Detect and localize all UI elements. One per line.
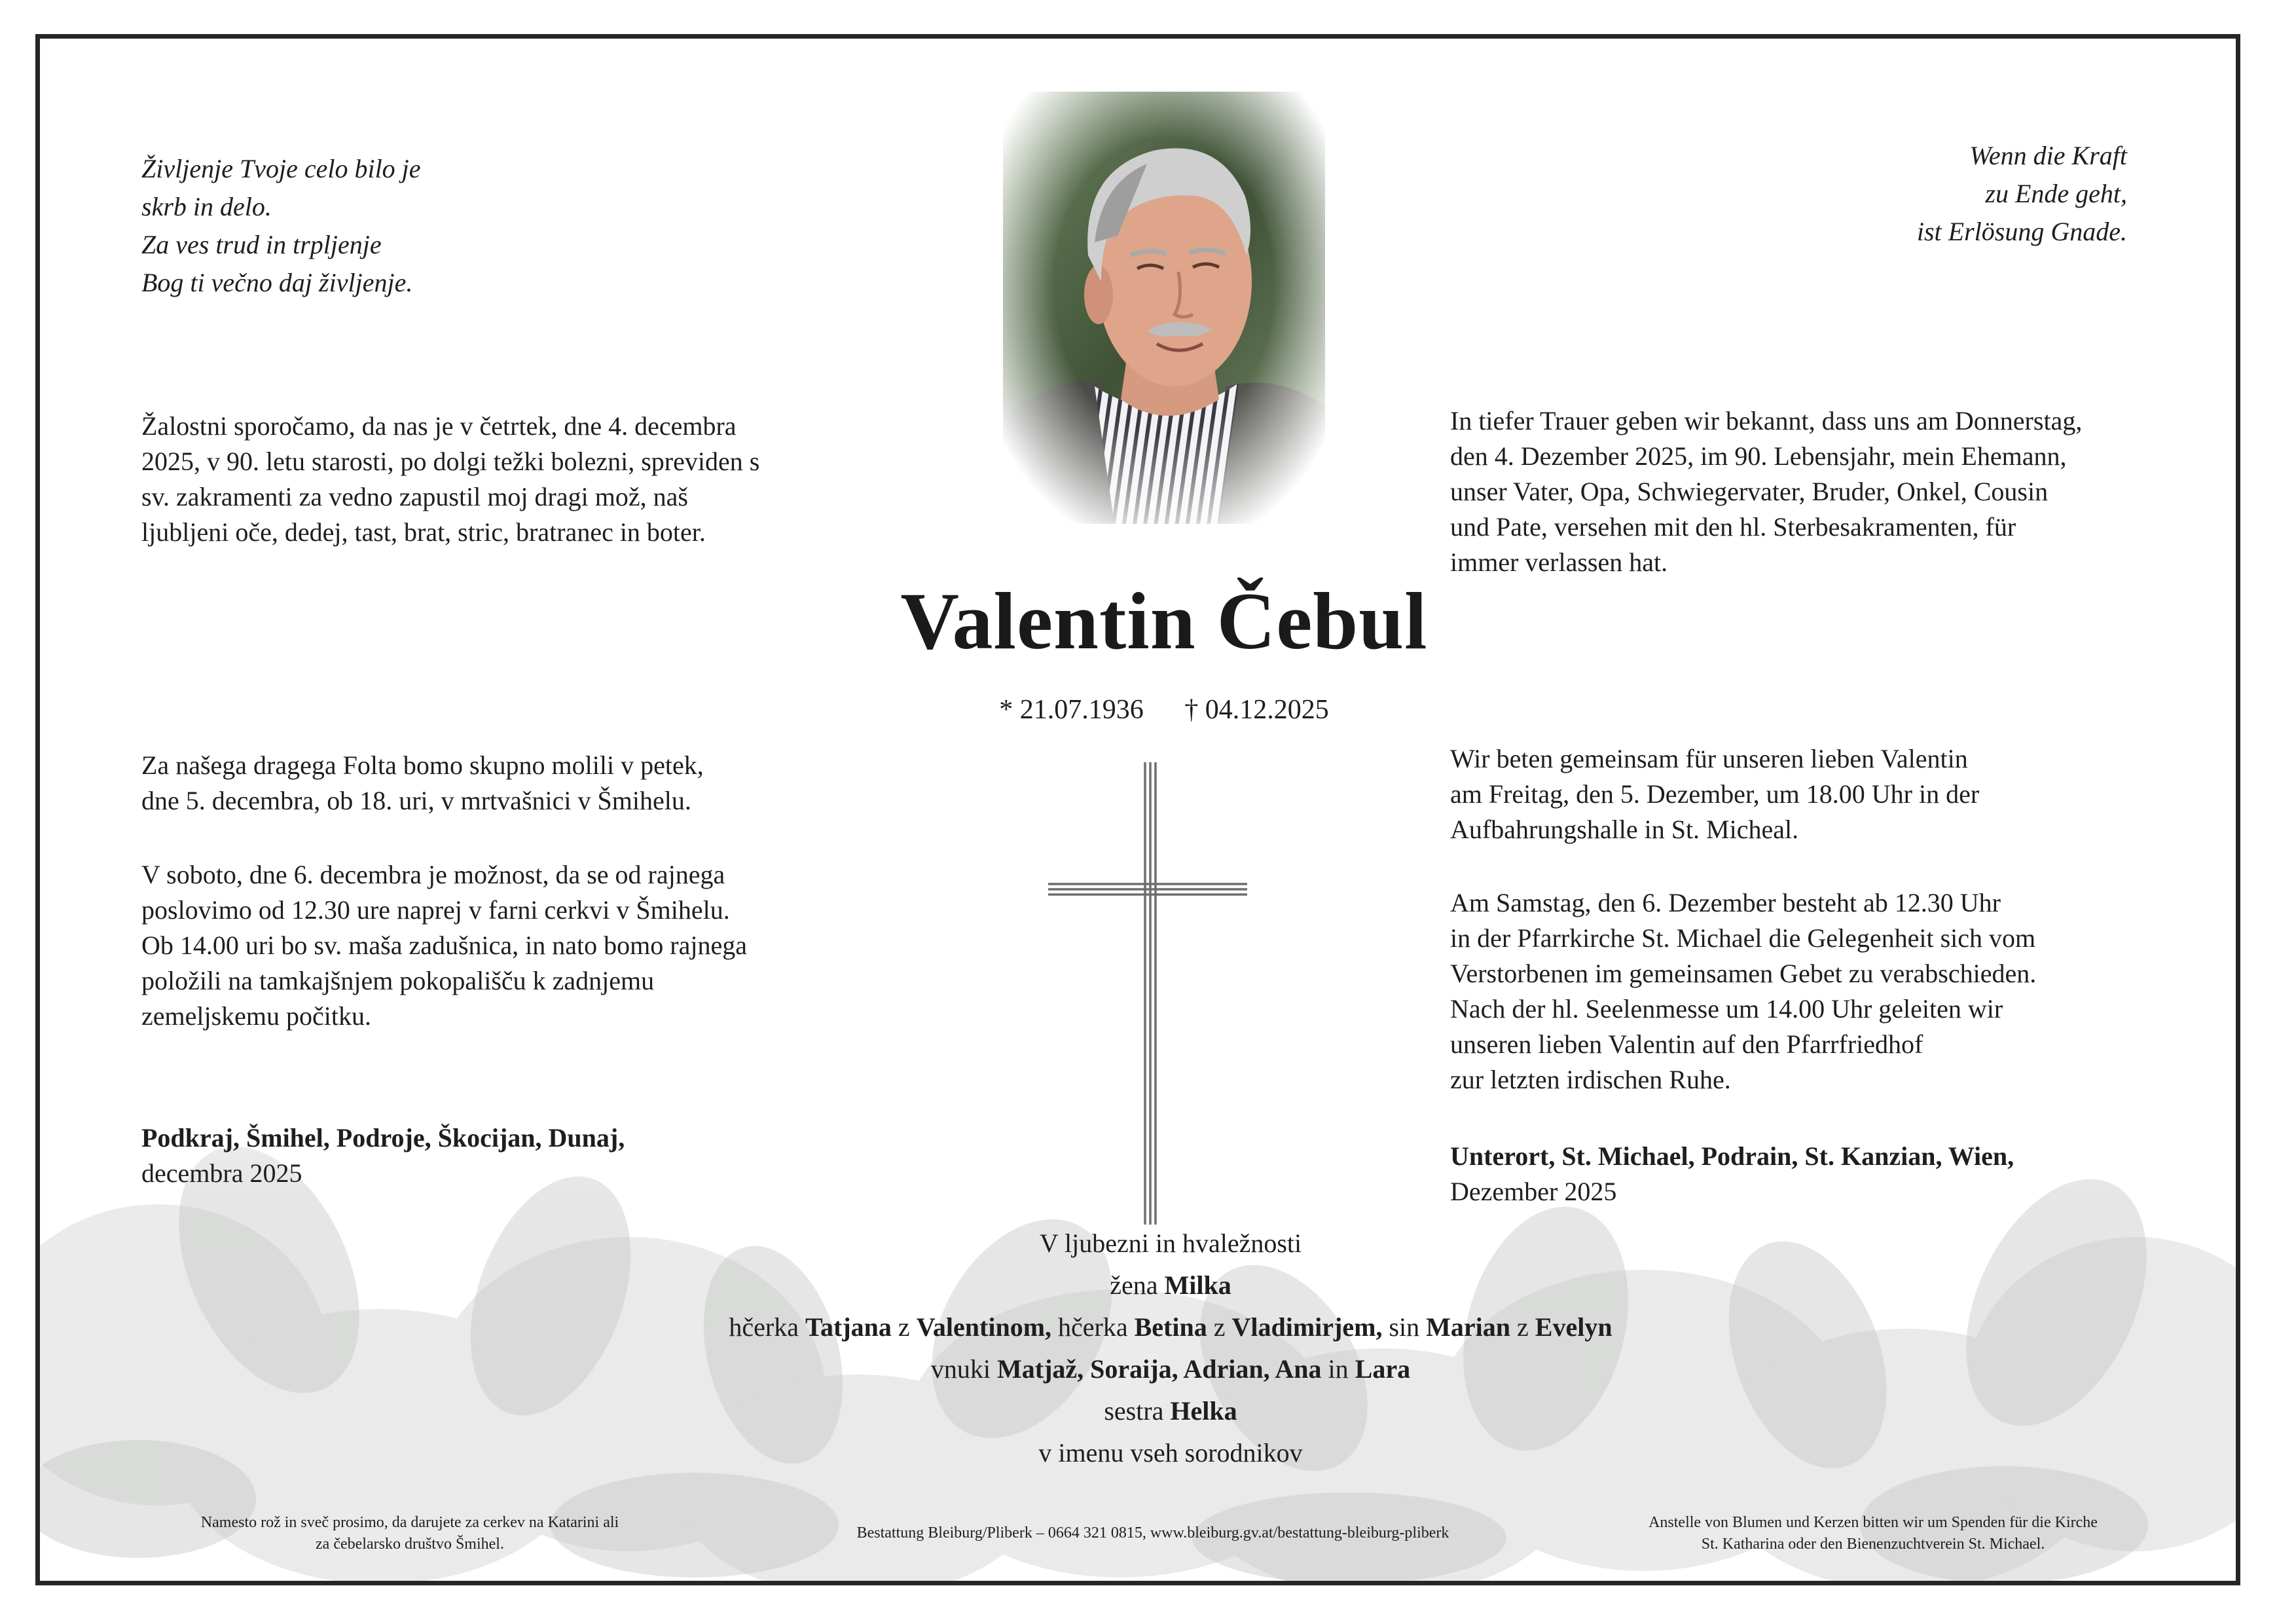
daughter1-partner: Valentinom, [916,1312,1052,1342]
announcement-de-line: unser Vater, Opa, Schwiegervater, Bruder, Onkel, Cousin [1450,477,2049,506]
funeral-sl-line: V soboto, dne 6. decembra je možnost, da se od rajnega [141,860,725,889]
date-de: Dezember 2025 [1450,1177,1617,1206]
prayer-sl-line: dne 5. decembra, ob 18. uri, v mrtvašnici v Šmihelu. [141,786,691,815]
son-partner: Evelyn [1535,1312,1613,1342]
announcement-de-line: immer verlassen hat. [1450,547,1668,577]
announcement-de-line: In tiefer Trauer geben wir bekannt, dass uns am Donnerstag, [1450,406,2083,435]
announcement-de-line: den 4. Dezember 2025, im 90. Lebensjahr, mein Ehemann, [1450,441,2067,471]
announcement-sl-line: ljubljeni oče, dedej, tast, brat, stric, bratranec in boter. [141,517,706,547]
footer-left-line: za čebelarsko društvo Šmihel. [316,1536,504,1553]
son-with: z [1517,1312,1529,1342]
daughter2-partner: Vladimirjem, [1231,1312,1383,1342]
grandchildren-and: in [1328,1354,1349,1384]
footer-right-line: Anstelle von Blumen und Kerzen bitten wir um Spenden für die Kirche [1649,1514,2098,1531]
deceased-name: Valentin Čebul [900,576,1428,666]
family-children [516,1306,1825,1348]
prayer-de-line: am Freitag, den 5. Dezember, um 18.00 Uhr in der [1450,779,1980,809]
son-name: Marian [1426,1312,1511,1342]
footer-center [747,1522,1559,1544]
daughter1-name: Tatjana [805,1312,892,1342]
poem-right-line: Wenn die Kraft [1969,141,2127,170]
daughter2-with: z [1213,1312,1226,1342]
family-grandchildren [516,1348,1825,1390]
life-dates [889,693,1439,726]
family-closing: v imenu vseh sorodnikov [1038,1438,1303,1467]
family-intro: V ljubezni in hvaležnosti [1039,1228,1302,1258]
son-label: sin [1389,1312,1420,1342]
prayer-de-line: Wir beten gemeinsam für unseren lieben Valentin [1450,744,1968,773]
announcement-slovenian [141,409,759,550]
funeral-service-contact: Bestattung Bleiburg/Pliberk – 0664 321 0815, www.bleiburg.gv.at/bestattung-bleiburg-pliberk [856,1524,1449,1541]
announcement-sl-line: sv. zakramenti za vedno zapustil moj dragi mož, naš [141,482,688,511]
footer-right [1552,1512,2194,1555]
funeral-de-line: zur letzten irdischen Ruhe. [1450,1065,1731,1094]
funeral-de-line: in der Pfarrkirche St. Michael die Gelegenheit sich vom [1450,923,2036,953]
grandchildren-last: Lara [1355,1354,1411,1384]
date-sl: decembra 2025 [141,1158,302,1188]
family-sister [516,1390,1825,1432]
sister-label: sestra [1104,1396,1164,1426]
funeral-de-line: Am Samstag, den 6. Dezember besteht ab 12.30 Uhr [1450,888,2001,917]
poem-left-line: Življenje Tvoje celo bilo je [141,154,421,183]
announcement-de-line: und Pate, versehen mit den hl. Sterbesakramenten, für [1450,512,2016,542]
funeral-sl-line: položili na tamkajšnjem pokopališču k zadnjemu [141,966,655,995]
footer-left [118,1512,701,1555]
poem-left-line: Za ves trud in trpljenje [141,230,382,259]
funeral-de-line: Verstorbenen im gemeinsamen Gebet zu verabschieden. [1450,959,2037,988]
poem-left [141,150,421,302]
poem-right-line: ist Erlösung Gnade. [1916,217,2127,246]
obituary-frame [35,34,2240,1585]
funeral-sl-line: poslovimo od 12.30 ure naprej v farni cerkvi v Šmihelu. [141,895,730,925]
places-sl: Podkraj, Šmihel, Podroje, Škocijan, Dunaj, [141,1123,625,1153]
family-wife [516,1264,1825,1306]
wife-label: žena [1110,1270,1158,1300]
wife-name: Milka [1164,1270,1231,1300]
cross-icon [1048,762,1258,1234]
signature-place-german [1450,1139,2014,1209]
funeral-slovenian [141,857,747,1034]
prayer-de-line: Aufbahrungshalle in St. Micheal. [1450,815,1799,844]
poem-left-line: skrb in delo. [141,192,272,221]
daughter1-with: z [898,1312,910,1342]
prayer-slovenian [141,748,704,819]
funeral-sl-line: Ob 14.00 uri bo sv. maša zadušnica, in nato bomo rajnega [141,931,747,960]
grandchildren-names: Matjaž, Soraija, Adrian, Ana [997,1354,1322,1384]
places-de: Unterort, St. Michael, Podrain, St. Kanzian, Wien, [1450,1141,2014,1171]
prayer-german [1450,741,1979,847]
announcement-sl-line: 2025, v 90. letu starosti, po dolgi težki bolezni, spreviden s [141,447,760,476]
poem-left-line: Bog ti večno daj življenje. [141,268,413,297]
funeral-de-line: Nach der hl. Seelenmesse um 14.00 Uhr geleiten wir [1450,994,2003,1024]
family-list [516,1223,1825,1474]
poem-right-line: zu Ende geht, [1985,179,2127,208]
poem-right [1917,137,2127,251]
prayer-sl-line: Za našega dragega Folta bomo skupno molili v petek, [141,750,704,780]
portrait-photo [1003,92,1325,524]
funeral-german [1450,885,2036,1098]
announcement-german [1450,403,2082,580]
grandchildren-label: vnuki [930,1354,991,1384]
signature-place-slovenian [141,1120,625,1191]
funeral-de-line: unseren lieben Valentin auf den Pfarrfriedhof [1450,1029,1923,1059]
daughter1-label: hčerka [729,1312,799,1342]
sister-name: Helka [1170,1396,1237,1426]
footer-right-line: St. Katharina oder den Bienenzuchtverein St. Michael. [1701,1536,2045,1553]
daughter2-label: hčerka [1058,1312,1128,1342]
announcement-sl-line: Žalostni sporočamo, da nas je v četrtek, dne 4. decembra [141,411,737,441]
funeral-sl-line: zemeljskemu počitku. [141,1001,372,1031]
birth-date: * 21.07.1936 [999,695,1144,725]
daughter2-name: Betina [1134,1312,1207,1342]
footer-left-line: Namesto rož in sveč prosimo, da darujete za cerkev na Katarini ali [200,1514,619,1531]
death-date: † 04.12.2025 [1184,695,1329,725]
